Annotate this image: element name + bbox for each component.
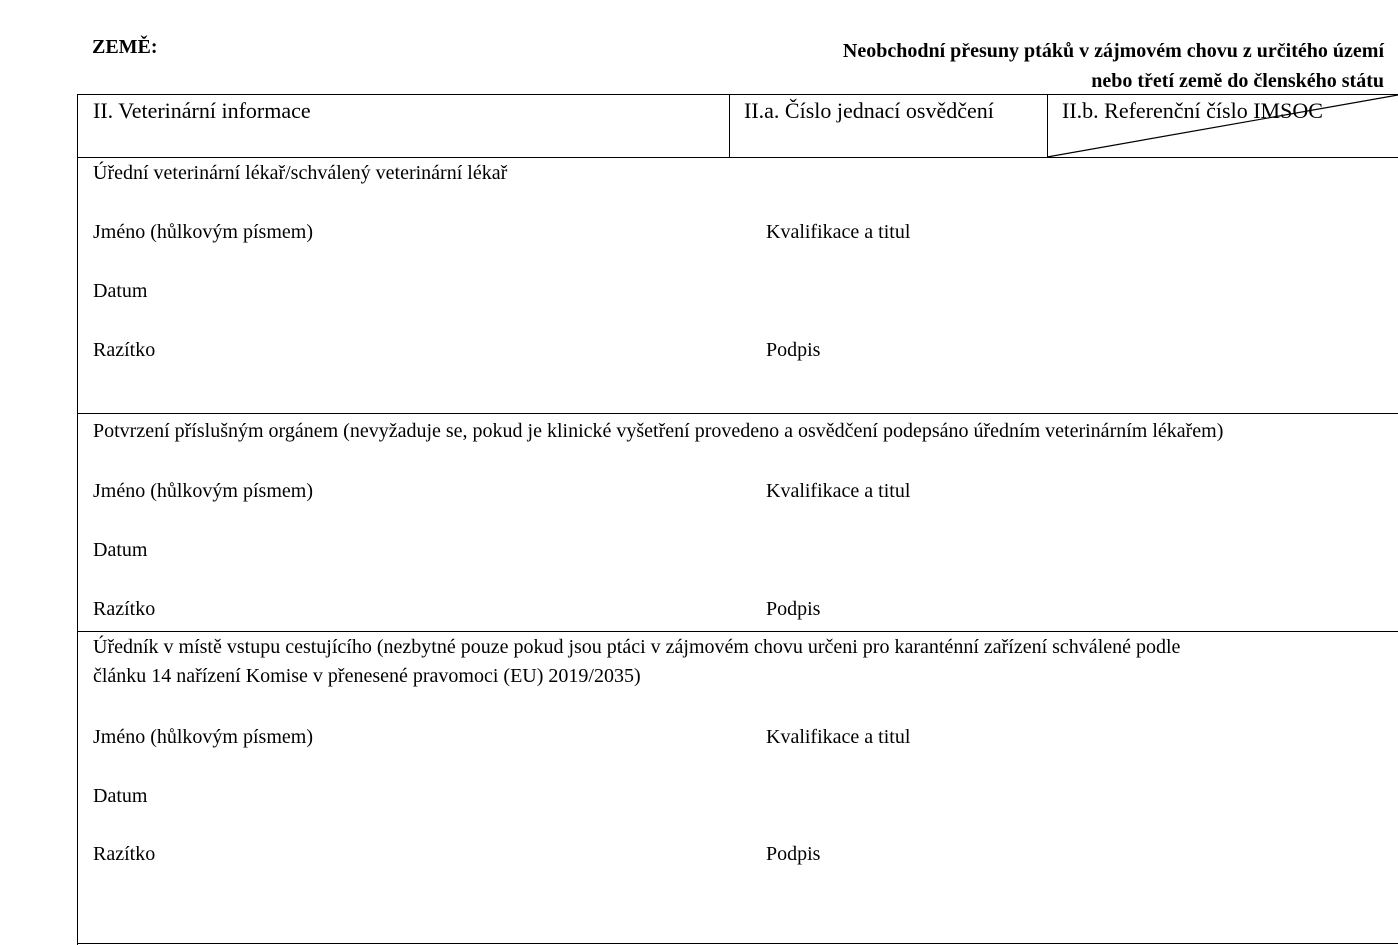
section-3-title-line-2: článku 14 nařízení Komise v přenesené pravomoci (EU) 2019/2035) xyxy=(93,665,641,687)
section-3-qualification-label: Kvalifikace a titul xyxy=(766,726,911,748)
section-2-name-label: Jméno (hůlkovým písmem) xyxy=(93,480,313,502)
section-1-bottom-rule xyxy=(77,413,1398,414)
section-3-date-label: Datum xyxy=(93,785,148,807)
veterinary-info-heading: II. Veterinární informace xyxy=(93,98,311,123)
section-2-stamp-label: Razítko xyxy=(93,598,156,620)
section-1-name-label: Jméno (hůlkovým písmem) xyxy=(93,221,313,243)
table-bottom-rule xyxy=(77,943,1398,944)
section-3-signature-label: Podpis xyxy=(766,843,821,865)
section-3-name-label: Jméno (hůlkovým písmem) xyxy=(93,726,313,748)
section-2-bottom-rule xyxy=(77,631,1398,632)
section-1-date-label: Datum xyxy=(93,280,148,302)
certificate-reference-heading: II.a. Číslo jednací osvědčení xyxy=(744,98,994,123)
header-divider-1 xyxy=(729,94,730,158)
section-2-signature-label: Podpis xyxy=(766,598,821,620)
section-2-title: Potvrzení příslušným orgánem (nevyžaduje se, pokud je klinické vyšetření provedeno a osvědčení podepsáno úředním veterinárním lékařem) xyxy=(93,420,1224,442)
section-2-qualification-label: Kvalifikace a titul xyxy=(766,480,911,502)
section-3-title-line-1: Úředník v místě vstupu cestujícího (nezbytné pouze pokud jsou ptáci v zájmovém chovu určeni pro karanténní zařízení schválené podle xyxy=(93,636,1181,658)
section-1-title: Úřední veterinární lékař/schválený veterinární lékař xyxy=(93,162,508,184)
section-1-signature-label: Podpis xyxy=(766,339,821,361)
country-label: ZEMĚ: xyxy=(92,36,158,58)
certificate-title-line-1: Neobchodní přesuny ptáků v zájmovém chovu z určitého území xyxy=(842,40,1384,62)
section-3-stamp-label: Razítko xyxy=(93,843,156,865)
imsoc-reference-heading: II.b. Referenční číslo IMSOC xyxy=(1062,98,1323,123)
certificate-title-line-2: nebo třetí země do členského státu xyxy=(1091,70,1384,92)
certificate-title xyxy=(843,36,1384,96)
section-2-date-label: Datum xyxy=(93,539,148,561)
section-1-stamp-label: Razítko xyxy=(93,339,156,361)
section-1-qualification-label: Kvalifikace a titul xyxy=(766,221,911,243)
